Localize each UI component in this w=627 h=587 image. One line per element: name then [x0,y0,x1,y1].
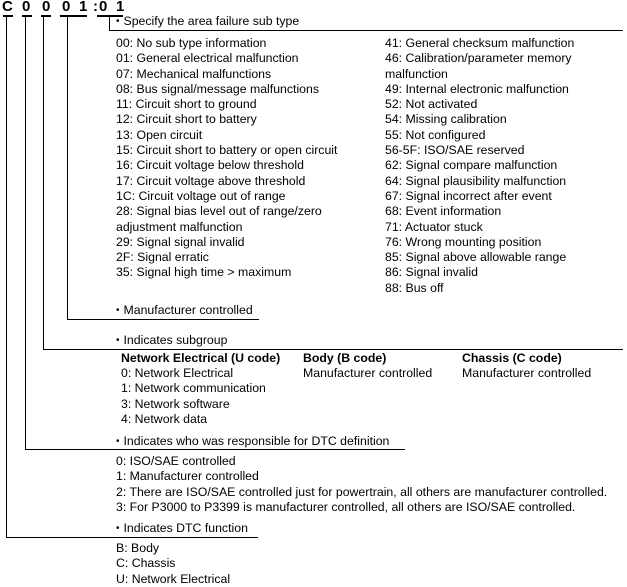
underline-c [3,15,13,17]
list-item: 68: Event information [385,204,502,219]
list-item: 12: Circuit short to battery [116,112,257,127]
code-char-subgroup: 0 [42,0,51,15]
list-item: 3: For P3000 to P3399 is manufacturer controlled, all others are ISO/SAE controlled. [116,499,576,514]
list-item: 54: Missing calibration [385,112,507,127]
manufacturer-label: • Manufacturer controlled [116,303,253,319]
list-item: 07: Mechanical malfunctions [116,66,272,81]
list-item: 0: ISO/SAE controlled [116,454,236,468]
list-item: 64: Signal plausibility malfunction [385,173,567,188]
connector-manufacturer-v [67,17,68,320]
list-item: 11: Circuit short to ground [116,97,257,112]
list-item: 2F: Signal erratic [116,250,209,265]
list-item: 86: Signal invalid [385,265,478,280]
list-item: 76: Wrong mounting position [385,234,542,249]
list-item: 13: Open circuit [116,127,203,142]
code-char-responsible: 0 [22,0,31,15]
code-char-subtype-1: 0 [99,0,108,15]
code-char-separator: : [93,0,98,15]
list-item: U: Network Electrical [116,571,231,586]
responsible-label: • Indicates who was responsible for DTC definition [116,434,389,450]
list-item: 67: Signal incorrect after event [385,188,552,203]
list-item: 00: No sub type information [116,36,267,50]
list-item: C: Chassis [116,556,176,571]
code-char-manufacturer-2: 1 [79,0,88,15]
list-item: 35: Signal high time > maximum [116,265,292,280]
list-item: 0: Network Electrical [121,366,234,380]
subtype-label: • Specify the area failure sub type [116,14,299,30]
connector-subtype-v [109,17,110,31]
connector-function-v [6,17,7,538]
network-header: Network Electrical (U code) [121,351,281,365]
underline-0a [22,15,32,17]
responsible-list [116,454,607,515]
list-item: 1: Manufacturer controlled [116,469,259,484]
list-item: 29: Signal signal invalid [116,234,245,249]
list-item: 62: Signal compare malfunction [385,158,558,173]
list-item: 85: Signal above allowable range [385,250,567,265]
list-item: 55: Not configured [385,127,486,142]
list-item: 16: Circuit voltage below threshold [116,158,304,173]
function-list [116,541,230,587]
chassis-value: Manufacturer controlled [462,366,592,380]
subtype-list-col2 [385,36,600,296]
connector-responsible-v [25,17,26,450]
list-item: 15: Circuit short to battery or open circuit [116,143,338,158]
network-list [121,366,266,427]
code-char-subtype-2: 1 [116,0,125,15]
list-item: 4: Network data [121,411,208,426]
subtype-list-col1 [116,36,366,281]
list-item: 3: Network software [121,396,230,411]
list-item: 41: General checksum malfunction [385,36,575,50]
list-item: 49: Internal electronic malfunction [385,81,569,96]
list-item: 2: There are ISO/SAE controlled just for powertrain, all others are manufacturer controlled. [116,484,608,499]
list-item: 1C: Circuit voltage out of range [116,188,286,203]
body-value: Manufacturer controlled [303,366,433,380]
function-label: • Indicates DTC function [116,521,248,537]
list-item: 01: General electrical malfunction [116,51,299,66]
list-item: 28: Signal bias level out of range/zero adjustment malfunction [116,204,322,234]
list-item: 56-5F: ISO/SAE reserved [385,143,525,158]
chassis-header: Chassis (C code) [462,351,562,365]
connector-subgroup-v [43,17,44,350]
subgroup-label: • Indicates subgroup [116,333,227,349]
list-item: 52: Not activated [385,97,478,112]
list-item: 71: Actuator stuck [385,219,483,234]
list-item: 46: Calibration/parameter memory malfunction [385,51,572,81]
code-char-manufacturer-1: 0 [62,0,71,15]
list-item: 88: Bus off [385,280,444,295]
body-header: Body (B code) [303,351,387,365]
underline-01 [60,15,87,17]
list-item: B: Body [116,541,160,555]
list-item: 17: Circuit voltage above threshold [116,173,306,188]
code-char-function: C [2,0,13,15]
list-item: 1: Network communication [121,381,266,396]
list-item: 08: Bus signal/message malfunctions [116,81,320,96]
